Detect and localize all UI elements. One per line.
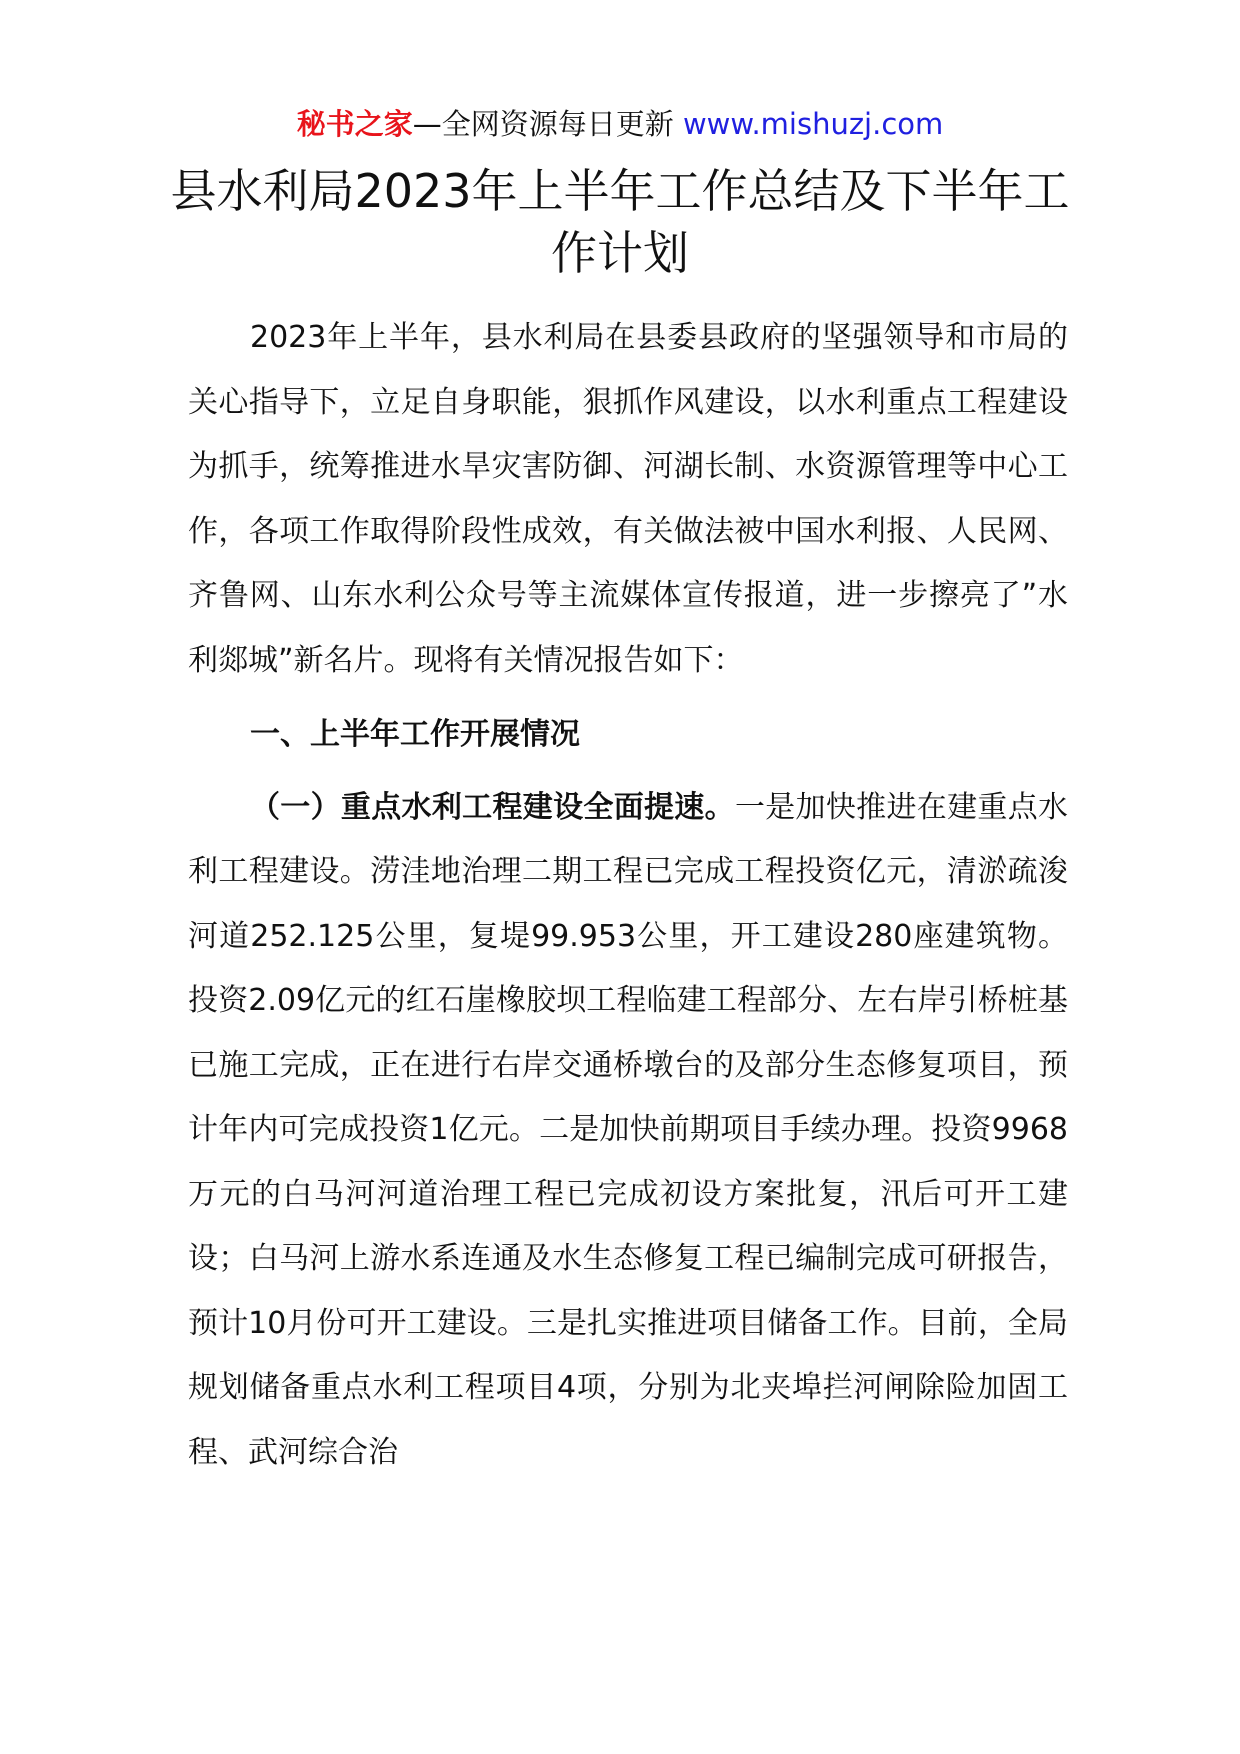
document-title: 县水利局2023年上半年工作总结及下半年工作计划 (170, 164, 1070, 280)
subsection-lead: （一）重点水利工程建设全面提速。 (250, 789, 735, 825)
site-header (0, 104, 1240, 144)
subsection-paragraph (188, 776, 1068, 1486)
site-tagline: —全网资源每日更新 (412, 107, 683, 141)
site-brand: 秘书之家 (296, 107, 413, 141)
site-url-link[interactable]: www.mishuzj.com (682, 107, 944, 141)
subsection-body: 一是加快推进在建重点水利工程建设。涝洼地治理二期工程已完成工程投资亿元，清淤疏浚河道252.125公里，复堤99.953公里，开工建设280座建筑物。投资2.09亿元的红石崖橡胶坝工程临建工程部分、左右岸引桥桩基已施工完成，正在进行右岸交通桥墩台的及部分生态修复项目，预计年内可完成投资1亿元。二是加快前期项目手续办理。投资9968万元的白马河河道治理工程已完成初设方案批复，汛后可开工建设；白马河上游水系连通及水生态修复工程已编制完成可研报告，预计10月份可开工建设。三是扎实推进项目储备工作。目前，全局规划储备重点水利工程项目4项，分别为北夹埠拦河闸除险加固工程、武河综合治 (188, 789, 1069, 1470)
intro-paragraph: 2023年上半年，县水利局在县委县政府的坚强领导和市局的关心指导下，立足自身职能，狠抓作风建设，以水利重点工程建设为抓手，统筹推进水旱灾害防御、河湖长制、水资源管理等中心工作，各项工作取得阶段性成效，有关做法被中国水利报、人民网、齐鲁网、山东水利公众号等主流媒体宣传报道，进一步擦亮了”水利郯城”新名片。现将有关情况报告如下： (188, 320, 1068, 678)
document-body (188, 306, 1068, 1485)
section-heading: 一、上半年工作开展情况 (250, 717, 580, 752)
